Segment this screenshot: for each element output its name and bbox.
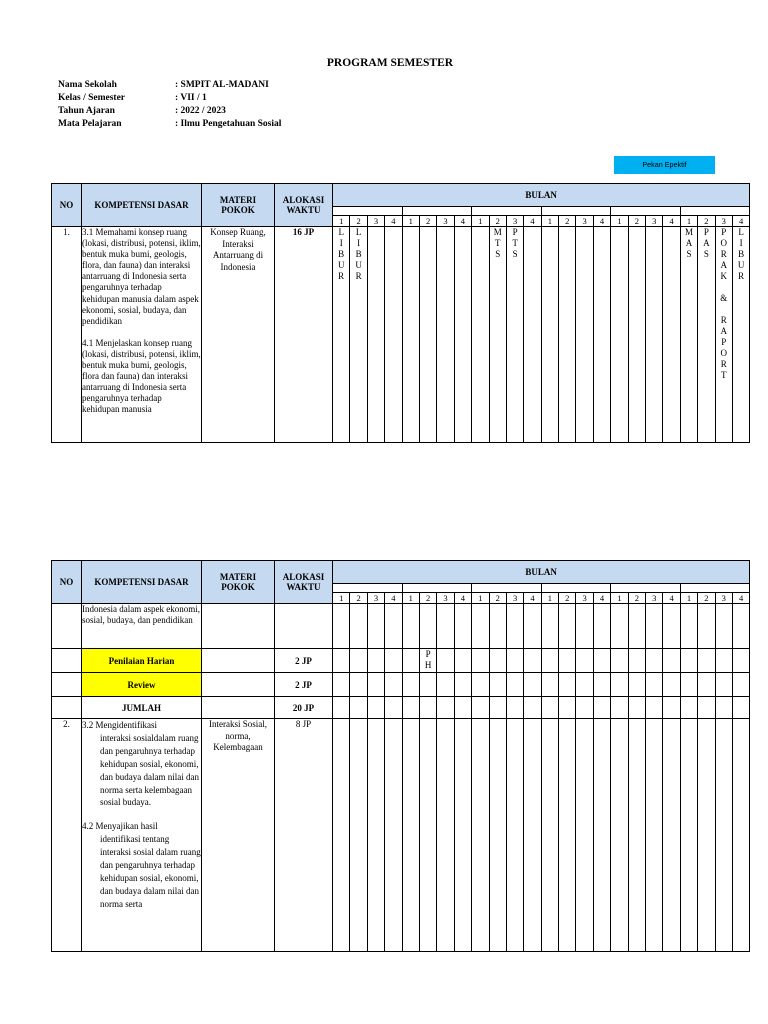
week-cell <box>385 719 402 952</box>
week-cell <box>715 719 732 952</box>
week-cell <box>715 604 732 649</box>
week-cell <box>333 604 350 649</box>
legend-effective-week: Pekan Epektif <box>614 156 715 174</box>
week-number: 2 <box>419 216 436 227</box>
week-cell <box>419 673 436 697</box>
week-cell <box>559 604 576 649</box>
week-number: 4 <box>663 593 680 604</box>
month-group-cell <box>680 207 750 216</box>
week-cell <box>472 697 489 719</box>
week-cell <box>611 673 628 697</box>
week-cell <box>680 673 697 697</box>
header-alokasi-waktu: ALOKASI WAKTU <box>275 561 333 604</box>
week-cell <box>611 604 628 649</box>
week-cell <box>524 719 541 952</box>
week-cell <box>593 719 610 952</box>
week-cell <box>333 649 350 673</box>
week-cell <box>489 697 506 719</box>
week-cell <box>559 673 576 697</box>
week-cell <box>524 673 541 697</box>
week-cell <box>732 697 749 719</box>
week-number: 1 <box>472 216 489 227</box>
week-cell <box>611 719 628 952</box>
week-note-text: P O R A K & R A P O R T <box>720 227 728 380</box>
week-cell <box>419 719 436 952</box>
week-cell <box>524 604 541 649</box>
header-no: NO <box>52 561 82 604</box>
jumlah-alokasi: 20 JP <box>275 697 333 719</box>
week-number: 3 <box>367 593 384 604</box>
week-cell <box>663 673 680 697</box>
week-cell <box>454 227 471 443</box>
week-cell <box>402 697 419 719</box>
week-number: 2 <box>489 216 506 227</box>
row-number: 2. <box>52 719 82 952</box>
week-cell <box>489 673 506 697</box>
info-label: Nama Sekolah <box>58 80 117 90</box>
week-number: 3 <box>506 593 523 604</box>
week-cell <box>350 697 367 719</box>
week-cell <box>437 673 454 697</box>
week-number: 3 <box>367 216 384 227</box>
month-group-cell <box>472 207 542 216</box>
week-note-cell <box>350 227 367 443</box>
week-number: 1 <box>541 216 558 227</box>
week-cell <box>715 697 732 719</box>
week-cell <box>350 719 367 952</box>
week-cell <box>506 697 523 719</box>
week-cell <box>472 673 489 697</box>
week-note-text: P H <box>424 649 432 670</box>
week-note-text: L I B U R <box>355 227 362 281</box>
week-cell <box>628 697 645 719</box>
info-label: Kelas / Semester <box>58 93 126 103</box>
week-cell <box>628 604 645 649</box>
week-note-text: P A S <box>703 227 710 259</box>
review-label: Review <box>82 673 202 697</box>
kompetensi-dasar-cell <box>82 719 202 952</box>
week-number: 2 <box>628 216 645 227</box>
week-note-cell <box>732 227 749 443</box>
kd-text: interaksi sosialdalam ruang dan pengaruhnya terhadap kehidupan sosial, ekonomi, dan budaya dalam nilai dan norma serta kelembagaan sosial budaya. <box>100 732 199 808</box>
week-cell <box>646 649 663 673</box>
week-cell <box>559 227 576 443</box>
week-cell <box>646 604 663 649</box>
week-cell <box>559 649 576 673</box>
week-cell <box>385 649 402 673</box>
kd-text: 4.2 Menyajikan hasil <box>82 821 158 832</box>
week-cell <box>576 719 593 952</box>
week-cell <box>437 227 454 443</box>
week-cell <box>680 604 697 649</box>
week-cell <box>367 649 384 673</box>
kd-text: identifikasi tentang interaksi sosial dalam ruang dan pengaruhnya terhadap kehidupan sosial, ekonomi, dan budaya dalam nilai dan norma serta <box>100 834 201 909</box>
week-cell <box>663 604 680 649</box>
week-cell <box>576 604 593 649</box>
week-note-text: L I B U R <box>337 227 345 281</box>
week-cell <box>385 227 402 443</box>
week-cell <box>506 673 523 697</box>
week-cell <box>541 697 558 719</box>
week-cell <box>698 719 715 952</box>
week-number: 4 <box>524 216 541 227</box>
week-cell <box>698 673 715 697</box>
week-cell <box>472 649 489 673</box>
week-cell <box>489 649 506 673</box>
alokasi-cell: 8 JP <box>275 719 333 952</box>
week-number: 1 <box>680 593 697 604</box>
info-value: : Ilmu Pengetahuan Sosial <box>175 119 282 129</box>
week-cell <box>646 719 663 952</box>
week-number: 4 <box>593 216 610 227</box>
week-cell <box>698 697 715 719</box>
week-cell <box>576 673 593 697</box>
week-cell <box>646 697 663 719</box>
week-cell <box>454 604 471 649</box>
week-number: 2 <box>350 216 367 227</box>
week-number: 3 <box>646 593 663 604</box>
week-number: 3 <box>715 216 732 227</box>
week-cell <box>732 719 749 952</box>
week-note-text: L I B U R <box>737 227 745 281</box>
week-cell <box>350 673 367 697</box>
week-cell <box>385 604 402 649</box>
week-cell <box>646 673 663 697</box>
table-row-review <box>52 673 750 697</box>
week-number: 4 <box>454 593 471 604</box>
month-group-cell <box>541 207 611 216</box>
month-group-cell <box>680 584 750 593</box>
week-number: 4 <box>732 593 749 604</box>
info-row-year <box>58 105 281 118</box>
week-cell <box>367 673 384 697</box>
week-number: 3 <box>715 593 732 604</box>
week-cell <box>367 604 384 649</box>
week-cell <box>402 227 419 443</box>
kompetensi-dasar-cell: Indonesia dalam aspek ekonomi, sosial, budaya, dan pendidikan <box>82 604 202 649</box>
week-number: 1 <box>472 593 489 604</box>
week-cell <box>680 697 697 719</box>
month-group-cell <box>541 584 611 593</box>
week-cell <box>541 673 558 697</box>
week-number: 4 <box>732 216 749 227</box>
week-cell <box>402 673 419 697</box>
week-cell <box>385 673 402 697</box>
week-number: 2 <box>628 593 645 604</box>
week-number: 4 <box>593 593 610 604</box>
week-note-cell <box>698 227 715 443</box>
week-cell <box>472 719 489 952</box>
week-cell <box>437 719 454 952</box>
week-number: 1 <box>541 593 558 604</box>
header-alokasi-waktu: ALOKASI WAKTU <box>275 184 333 227</box>
alokasi-cell: 16 JP <box>275 227 333 443</box>
week-cell <box>576 649 593 673</box>
week-cell <box>663 719 680 952</box>
week-cell <box>680 649 697 673</box>
page-title: PROGRAM SEMESTER <box>326 57 454 69</box>
week-cell <box>576 697 593 719</box>
week-number: 3 <box>576 216 593 227</box>
week-number: 2 <box>559 216 576 227</box>
week-number: 1 <box>402 593 419 604</box>
kd-text: 3.1 Memahami konsep ruang (lokasi, distribusi, potensi, iklim, bentuk muka bumi, geologis, flora, dan fauna) dan interaksi antarruang di Indonesia serta pengaruhnya terhadap kehidupan manusia dalam aspek ekonomi, sosial, budaya, dan pendidikan <box>82 227 201 326</box>
week-cell <box>472 604 489 649</box>
week-number: 1 <box>611 593 628 604</box>
week-note-text: M A S <box>684 227 693 259</box>
header-materi-pokok: MATERI POKOK <box>202 561 275 604</box>
kd-text: 3.2 Mengidentifikasi <box>82 720 157 730</box>
week-cell <box>541 649 558 673</box>
week-cell <box>454 673 471 697</box>
week-cell <box>419 604 436 649</box>
semester-table-2 <box>51 560 750 952</box>
week-cell <box>646 227 663 443</box>
week-cell <box>350 604 367 649</box>
week-cell <box>559 697 576 719</box>
week-cell <box>489 719 506 952</box>
week-cell <box>698 604 715 649</box>
week-note-text: P T S <box>512 227 518 259</box>
week-cell <box>419 697 436 719</box>
semester-table-1 <box>51 183 750 443</box>
week-cell <box>593 673 610 697</box>
week-cell <box>663 697 680 719</box>
header-kompetensi-dasar: KOMPETENSI DASAR <box>82 184 202 227</box>
week-note-cell <box>489 227 506 443</box>
header-no: NO <box>52 184 82 227</box>
week-cell <box>367 227 384 443</box>
table-row <box>52 719 750 952</box>
week-number: 2 <box>350 593 367 604</box>
week-cell <box>663 227 680 443</box>
table-row <box>52 227 750 443</box>
week-number: 3 <box>576 593 593 604</box>
info-label: Mata Pelajaran <box>58 119 122 129</box>
kompetensi-dasar-cell <box>82 227 202 443</box>
materi-pokok-cell: Interaksi Sosial, norma, Kelembagaan <box>202 719 275 952</box>
week-cell <box>402 719 419 952</box>
table-row-penilaian <box>52 649 750 673</box>
week-number: 1 <box>611 216 628 227</box>
week-cell <box>437 604 454 649</box>
week-note-text: M T S <box>493 227 502 259</box>
week-cell <box>628 227 645 443</box>
week-cell <box>524 697 541 719</box>
week-cell <box>611 227 628 443</box>
week-cell <box>559 719 576 952</box>
week-number: 4 <box>663 216 680 227</box>
week-cell <box>611 649 628 673</box>
info-value: : SMPIT AL-MADANI <box>175 80 269 90</box>
week-cell <box>593 649 610 673</box>
week-number: 2 <box>489 593 506 604</box>
week-cell <box>628 719 645 952</box>
info-value: : VII / 1 <box>175 93 207 103</box>
week-cell <box>593 604 610 649</box>
week-number: 2 <box>698 216 715 227</box>
month-group-cell <box>333 207 403 216</box>
week-number: 2 <box>559 593 576 604</box>
info-row-subject <box>58 118 281 131</box>
week-note-cell <box>333 227 350 443</box>
week-cell <box>524 649 541 673</box>
week-cell <box>489 604 506 649</box>
info-row-school <box>58 79 281 92</box>
week-cell <box>541 604 558 649</box>
week-cell <box>663 649 680 673</box>
table-row <box>52 604 750 649</box>
week-cell <box>350 649 367 673</box>
kd-text: 4.1 Menjelaskan konsep ruang (lokasi, distribusi, potensi, iklim, bentuk muka bumi, geologis, flora dan fauna) dan interaksi antarruang di Indonesia serta pengaruhnya terhadap kehidupan manusia <box>82 337 201 415</box>
week-cell <box>506 649 523 673</box>
week-cell <box>506 604 523 649</box>
week-note-cell <box>506 227 523 443</box>
week-cell <box>680 719 697 952</box>
week-number: 3 <box>437 216 454 227</box>
week-cell <box>628 649 645 673</box>
month-group-cell <box>611 207 681 216</box>
week-number: 4 <box>454 216 471 227</box>
week-cell <box>541 227 558 443</box>
month-group-cell <box>402 584 472 593</box>
week-cell <box>402 604 419 649</box>
week-cell <box>367 697 384 719</box>
week-cell <box>367 719 384 952</box>
week-cell <box>715 673 732 697</box>
info-row-class <box>58 92 281 105</box>
week-number: 1 <box>333 216 350 227</box>
week-cell <box>698 649 715 673</box>
week-cell <box>732 604 749 649</box>
week-cell <box>593 697 610 719</box>
month-group-cell <box>611 584 681 593</box>
week-cell <box>576 227 593 443</box>
week-cell <box>472 227 489 443</box>
month-group-cell <box>402 207 472 216</box>
week-number: 2 <box>419 593 436 604</box>
week-number: 3 <box>646 216 663 227</box>
info-label: Tahun Ajaran <box>58 106 115 116</box>
week-cell <box>715 649 732 673</box>
week-number: 4 <box>524 593 541 604</box>
week-number: 4 <box>385 216 402 227</box>
week-number: 2 <box>698 593 715 604</box>
week-cell <box>454 697 471 719</box>
week-number: 3 <box>506 216 523 227</box>
penilaian-alokasi: 2 JP <box>275 649 333 673</box>
week-note-cell <box>680 227 697 443</box>
week-cell <box>524 227 541 443</box>
week-cell <box>454 719 471 952</box>
jumlah-label: JUMLAH <box>82 697 202 719</box>
header-bulan: BULAN <box>333 184 750 207</box>
materi-pokok-cell: Konsep Ruang, Interaksi Antarruang di Indonesia <box>202 227 275 443</box>
week-number: 4 <box>385 593 402 604</box>
week-cell <box>333 673 350 697</box>
week-cell <box>506 719 523 952</box>
week-cell <box>333 719 350 952</box>
week-number: 1 <box>402 216 419 227</box>
school-info <box>58 79 281 131</box>
penilaian-harian-label: Penilaian Harian <box>82 649 202 673</box>
month-group-cell <box>333 584 403 593</box>
week-cell <box>628 673 645 697</box>
week-cell <box>611 697 628 719</box>
week-cell <box>732 673 749 697</box>
week-number: 1 <box>333 593 350 604</box>
table-row-jumlah <box>52 697 750 719</box>
week-cell <box>419 227 436 443</box>
week-cell <box>732 649 749 673</box>
week-cell <box>541 719 558 952</box>
week-cell <box>593 227 610 443</box>
week-note-cell <box>419 649 436 673</box>
header-kompetensi-dasar: KOMPETENSI DASAR <box>82 561 202 604</box>
week-cell <box>437 697 454 719</box>
week-cell <box>454 649 471 673</box>
row-number: 1. <box>52 227 82 443</box>
week-cell <box>437 649 454 673</box>
review-alokasi: 2 JP <box>275 673 333 697</box>
month-group-cell <box>472 584 542 593</box>
info-value: : 2022 / 2023 <box>175 106 226 116</box>
week-number: 3 <box>437 593 454 604</box>
week-cell <box>402 649 419 673</box>
week-cell <box>385 697 402 719</box>
week-note-cell <box>715 227 732 443</box>
header-materi-pokok: MATERI POKOK <box>202 184 275 227</box>
week-number: 1 <box>680 216 697 227</box>
header-bulan: BULAN <box>333 561 750 584</box>
week-cell <box>333 697 350 719</box>
